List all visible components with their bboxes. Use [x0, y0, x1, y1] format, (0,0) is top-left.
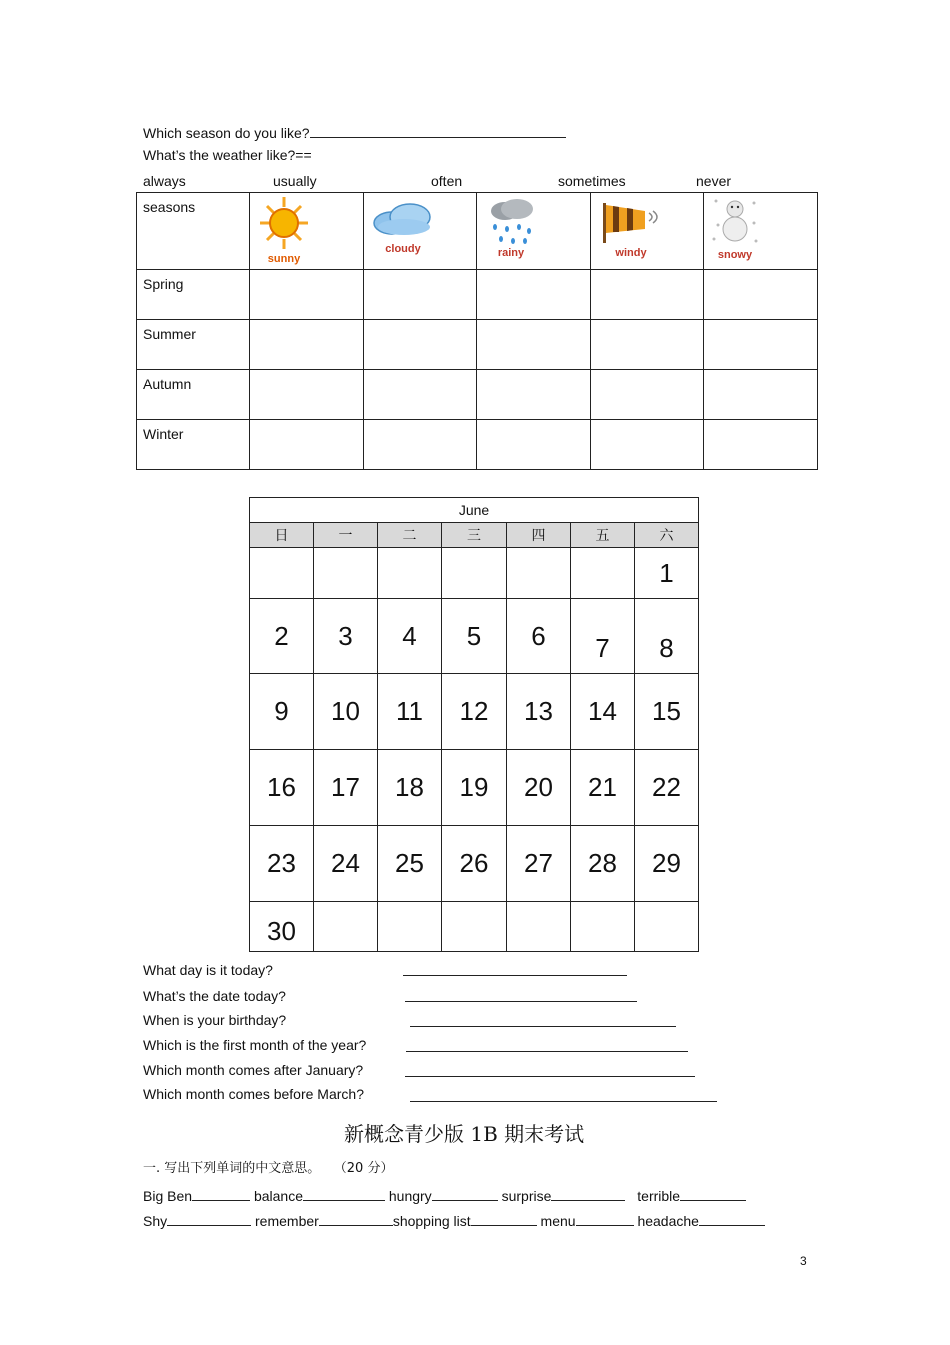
- answer-blank[interactable]: [406, 1037, 688, 1052]
- day-cell: 24: [314, 826, 378, 902]
- answer-cell[interactable]: [250, 420, 364, 470]
- day-cell: [378, 902, 442, 952]
- day-cell: [635, 902, 699, 952]
- day-cell: 3: [314, 599, 378, 674]
- answer-cell[interactable]: [364, 420, 477, 470]
- row-label-winter: Winter: [137, 420, 250, 470]
- day-cell: 9: [250, 674, 314, 750]
- day-cell: [571, 548, 635, 599]
- answer-cell[interactable]: [591, 420, 704, 470]
- answer-cell[interactable]: [704, 370, 818, 420]
- rainy-cell[interactable]: [477, 193, 591, 270]
- answer-cell[interactable]: [477, 320, 591, 370]
- freq-never: never: [696, 173, 732, 189]
- day-cell: 27: [507, 826, 571, 902]
- answer-blank[interactable]: [405, 987, 637, 1002]
- weekday-thu: 四: [507, 523, 571, 548]
- windsock-icon: [599, 197, 699, 269]
- day-cell: 16: [250, 750, 314, 826]
- seasons-header: seasons: [137, 193, 250, 270]
- answer-blank[interactable]: [403, 961, 627, 976]
- answer-blank[interactable]: [192, 1187, 250, 1201]
- day-cell: 1: [635, 548, 699, 599]
- answer-cell[interactable]: [250, 320, 364, 370]
- day-cell: 10: [314, 674, 378, 750]
- answer-blank[interactable]: [167, 1212, 251, 1226]
- rain-icon: [483, 197, 583, 269]
- answer-cell[interactable]: [591, 370, 704, 420]
- answer-blank[interactable]: [471, 1212, 537, 1226]
- freq-always: always: [143, 173, 186, 189]
- freq-sometimes: sometimes: [558, 173, 626, 189]
- vocab-row-2: Shy remember shopping list menu headache: [143, 1212, 765, 1229]
- answer-blank[interactable]: [410, 1087, 717, 1102]
- answer-blank[interactable]: [405, 1062, 695, 1077]
- cloud-icon: [370, 195, 470, 267]
- day-cell: [442, 902, 507, 952]
- calendar-month: June: [250, 498, 699, 523]
- question-before-march: Which month comes before March?: [143, 1086, 364, 1102]
- weekday-wed: 三: [442, 523, 507, 548]
- answer-blank[interactable]: [576, 1212, 634, 1226]
- day-cell: 23: [250, 826, 314, 902]
- day-cell: 17: [314, 750, 378, 826]
- answer-cell[interactable]: [364, 370, 477, 420]
- june-calendar: [249, 497, 699, 952]
- answer-cell[interactable]: [704, 320, 818, 370]
- answer-cell[interactable]: [704, 420, 818, 470]
- answer-cell[interactable]: [591, 270, 704, 320]
- day-cell: 13: [507, 674, 571, 750]
- answer-blank[interactable]: [680, 1187, 746, 1201]
- freq-usually: usually: [273, 173, 317, 189]
- answer-blank[interactable]: [551, 1187, 625, 1201]
- day-cell: 8: [635, 599, 699, 674]
- day-cell: 7: [571, 599, 635, 674]
- day-cell: 15: [635, 674, 699, 750]
- answer-cell[interactable]: [364, 270, 477, 320]
- answer-blank[interactable]: [699, 1212, 765, 1226]
- answer-cell[interactable]: [250, 370, 364, 420]
- windy-cell[interactable]: [591, 193, 704, 270]
- weekday-sat: 六: [635, 523, 699, 548]
- weather-table: [136, 192, 818, 470]
- answer-cell[interactable]: [704, 270, 818, 320]
- day-cell: 18: [378, 750, 442, 826]
- answer-cell[interactable]: [364, 320, 477, 370]
- day-cell: 21: [571, 750, 635, 826]
- vocab-row-1: Big Ben balance hungry surprise terrible: [143, 1187, 746, 1204]
- day-cell: [250, 548, 314, 599]
- day-cell: [507, 548, 571, 599]
- day-cell: 28: [571, 826, 635, 902]
- day-cell: 6: [507, 599, 571, 674]
- sunny-label: sunny: [267, 253, 301, 265]
- exam-title: 新概念青少版 1B 期末考试: [344, 1122, 585, 1146]
- day-cell: 5: [442, 599, 507, 674]
- day-cell: 2: [250, 599, 314, 674]
- snowy-label: snowy: [717, 249, 753, 261]
- weekday-mon: 一: [314, 523, 378, 548]
- day-cell: [571, 902, 635, 952]
- snowman-icon: [710, 195, 810, 267]
- day-cell: 30: [250, 902, 314, 952]
- page-number: 3: [800, 1254, 807, 1268]
- question-after-january: Which month comes after January?: [143, 1062, 364, 1078]
- day-cell: 22: [635, 750, 699, 826]
- answer-blank[interactable]: [432, 1187, 498, 1201]
- day-cell: [378, 548, 442, 599]
- answer-cell[interactable]: [477, 420, 591, 470]
- day-cell: 14: [571, 674, 635, 750]
- answer-cell[interactable]: [477, 270, 591, 320]
- day-cell: 11: [378, 674, 442, 750]
- row-label-summer: Summer: [137, 320, 250, 370]
- question-day: What day is it today?: [143, 962, 273, 978]
- rainy-label: rainy: [497, 247, 525, 259]
- day-cell: [314, 548, 378, 599]
- question-weather: What’s the weather like?==: [143, 147, 312, 163]
- sunny-cell[interactable]: [250, 193, 364, 270]
- question-season: Which season do you like?: [143, 123, 566, 141]
- answer-blank[interactable]: [410, 1012, 676, 1027]
- freq-often: often: [431, 173, 463, 189]
- section-heading: 一. 写出下列单词的中文意思。 （20 分）: [143, 1161, 394, 1176]
- answer-cell[interactable]: [591, 320, 704, 370]
- sun-icon: [256, 195, 356, 267]
- weekday-tue: 二: [378, 523, 442, 548]
- day-cell: 25: [378, 826, 442, 902]
- day-cell: [442, 548, 507, 599]
- snowy-cell[interactable]: [704, 193, 818, 270]
- day-cell: 20: [507, 750, 571, 826]
- answer-blank[interactable]: [310, 123, 566, 138]
- answer-blank[interactable]: [319, 1212, 393, 1226]
- day-cell: 19: [442, 750, 507, 826]
- cloudy-label: cloudy: [385, 243, 421, 255]
- question-birthday: When is your birthday?: [143, 1012, 287, 1028]
- question-first-month: Which is the first month of the year?: [143, 1037, 367, 1053]
- day-cell: 26: [442, 826, 507, 902]
- answer-blank[interactable]: [303, 1187, 385, 1201]
- cloudy-cell[interactable]: [364, 193, 477, 270]
- answer-cell[interactable]: [477, 370, 591, 420]
- row-label-autumn: Autumn: [137, 370, 250, 420]
- answer-cell[interactable]: [250, 270, 364, 320]
- weekday-fri: 五: [571, 523, 635, 548]
- windy-label: windy: [615, 247, 647, 259]
- day-cell: 29: [635, 826, 699, 902]
- day-cell: [507, 902, 571, 952]
- day-cell: [314, 902, 378, 952]
- question-date: What’s the date today?: [143, 988, 286, 1004]
- weekday-sun: 日: [250, 523, 314, 548]
- day-cell: 4: [378, 599, 442, 674]
- day-cell: 12: [442, 674, 507, 750]
- row-label-spring: Spring: [137, 270, 250, 320]
